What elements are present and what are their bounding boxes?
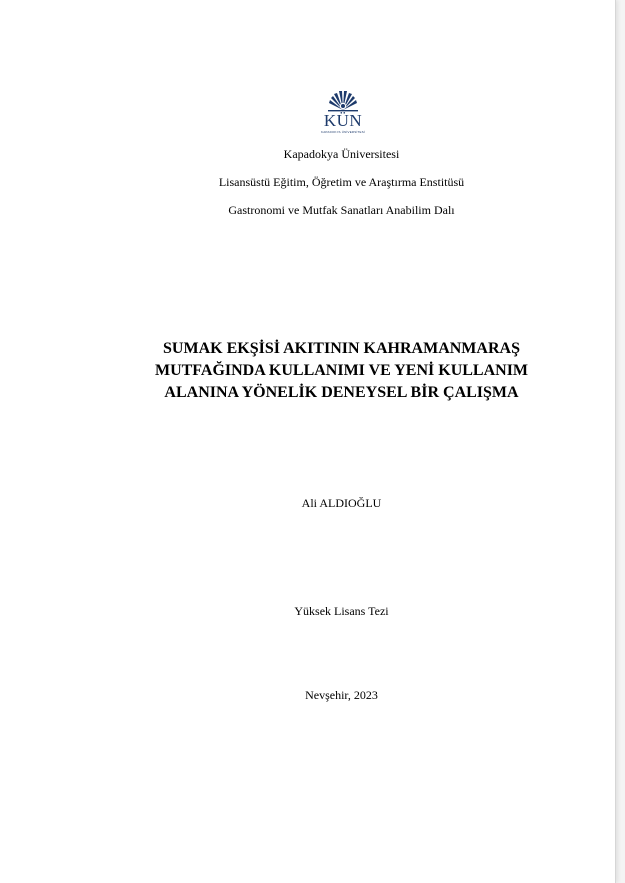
institute-name: Lisansüstü Eğitim, Öğretim ve Araştırma Enstitüsü (218, 175, 465, 189)
degree-label: Yüksek Lisans Tezi (294, 604, 389, 618)
department-name: Gastronomi ve Mutfak Sanatları Anabilim Dalı (228, 203, 455, 217)
thesis-title-line-1: SUMAK EKŞİSİ AKITININ KAHRAMANMARAŞ (163, 340, 520, 357)
logo-subtext: KAPADOKYA ÜNİVERSİTESİ (321, 130, 365, 134)
logo-wordmark: KÜN (323, 111, 363, 130)
author-name: Ali ALDIOĞLU (301, 496, 382, 510)
university-logo (318, 90, 368, 138)
thesis-title-line-2: MUTFAĞINDA KULLANIMI VE YENİ KULLANIM (154, 362, 529, 379)
thesis-title-line-3: ALANINA YÖNELİK DENEYSEL BİR ÇALIŞMA (164, 384, 519, 401)
university-name: Kapadokya Üniversitesi (283, 147, 400, 161)
place-date: Nevşehir, 2023 (305, 688, 378, 702)
